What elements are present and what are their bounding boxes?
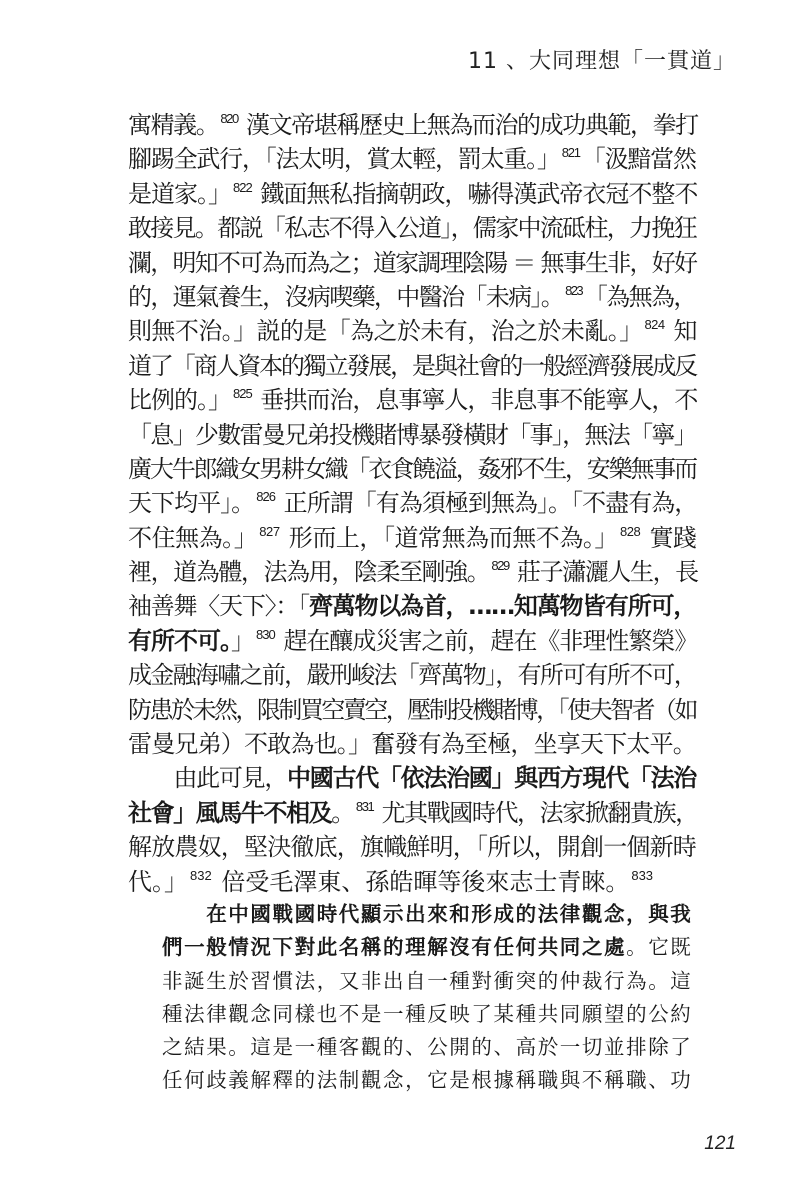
- text-run: 成金融海嘯之前，嚴刑峻法「齊萬物」，有所可有所不可，: [128, 661, 696, 690]
- text-line: [128, 624, 696, 658]
- text-run: 則無不治。」説的是「為之於未有，治之於未亂。」: [128, 317, 643, 346]
- text-line: [128, 486, 696, 520]
- text-run: 腳踢全武行，「法太明，賞太輕，罰太重。」: [128, 145, 560, 174]
- footnote-marker: 829: [491, 558, 509, 574]
- text-run: 道了「商人資本的獨立發展，是與社會的一般經濟發展成反: [128, 351, 696, 380]
- text-line: [128, 452, 696, 486]
- text-line: [128, 796, 696, 830]
- text-line: [128, 693, 696, 727]
- text-line: [128, 865, 696, 899]
- bold-text: 齊萬物以為首，……知萬物皆有所可，: [308, 592, 697, 621]
- text-line: [128, 108, 696, 142]
- footnote-marker: 832: [190, 867, 212, 883]
- text-line: [128, 211, 696, 245]
- text-line: [162, 965, 696, 998]
- text-run: 趕在釀成災害之前，趕在《非理性繁榮》: [276, 626, 698, 655]
- text-run: 形而上，「道常無為而無不為。」: [281, 523, 618, 552]
- text-line: [128, 761, 696, 795]
- text-run: 雷曼兄弟）不敢為也。」奮發有為至極，坐享天下太平。: [128, 730, 696, 759]
- text-run: 「為無為，: [583, 282, 696, 311]
- footnote-marker: 828: [619, 523, 641, 539]
- text-line: [128, 658, 696, 692]
- footnote-marker: 831: [355, 798, 374, 814]
- footnote-marker: 830: [256, 626, 275, 642]
- text-line: [128, 280, 696, 314]
- bold-text: 社會」風馬牛不相及: [128, 798, 332, 827]
- text-run: 之結果。這是一種客觀的、公開的、高於一切並排除了: [162, 1035, 693, 1060]
- text-run: 漢文帝堪稱歷史上無為而治的成功典範，拳打: [239, 111, 698, 139]
- text-line: [128, 555, 696, 589]
- text-line: [162, 931, 696, 964]
- text-run: 是道家。」: [128, 179, 231, 208]
- text-run: [162, 902, 206, 926]
- footnote-marker: 825: [233, 386, 252, 402]
- text-run: 解放農奴，堅決徹底，旗幟鮮明，「所以，開創一個新時: [128, 833, 696, 862]
- bold-text: 有所不可。: [128, 626, 231, 655]
- text-line: [128, 418, 696, 452]
- text-run: 寓精義。: [128, 111, 219, 139]
- bold-text: 中國古代「依法治國」與西方現代「法治: [287, 764, 697, 793]
- footnote-marker: 823: [565, 282, 582, 298]
- footnote-marker: 821: [561, 145, 580, 161]
- body-text: [128, 108, 696, 899]
- text-run: 莊子瀟灑人生，長: [510, 558, 698, 587]
- text-line: [128, 727, 696, 761]
- footnote-marker: 826: [256, 489, 275, 505]
- text-line: [162, 1031, 696, 1064]
- text-line: [162, 898, 696, 931]
- footnote-marker: 822: [233, 179, 252, 195]
- text-run: 防患於未然，限制買空賣空，壓制投機賭博，「使夫智者（如: [128, 695, 696, 724]
- footnote-marker: 833: [631, 867, 654, 883]
- text-run: 知: [666, 317, 697, 346]
- text-run: 由此可見，: [128, 764, 288, 793]
- text-run: 裡，道為體，法為用，陰柔至剛強。: [128, 558, 490, 587]
- page-number: 121: [704, 1133, 736, 1154]
- text-run: 。它既: [626, 935, 693, 960]
- bold-text: 在中國戰國時代顯示出來和形成的法律觀念，與我: [206, 902, 693, 926]
- text-line: [162, 1064, 696, 1097]
- text-run: 垂拱而治，息事寧人，非息事不能寧人，不: [253, 386, 698, 415]
- text-run: 天下均平」。: [128, 489, 255, 518]
- text-line: [128, 246, 696, 280]
- text-run: 比例的。」: [128, 386, 231, 415]
- text-run: 倍受毛澤東、孫皓暉等後來志士青睞。: [213, 867, 630, 896]
- footnote-marker: 820: [220, 111, 238, 126]
- text-run: 非誕生於習慣法，又非出自一種對衝突的仲裁行為。這: [162, 968, 693, 993]
- text-run: 種法律觀念同樣也不是一種反映了某種共同願望的公約: [162, 1001, 693, 1026]
- text-run: 廣大牛郎織女男耕女織「衣食饒溢，姦邪不生，安樂無事而: [128, 454, 696, 483]
- text-run: 「汲黯當然: [581, 145, 696, 174]
- text-run: 代。」: [128, 867, 188, 896]
- text-line: [128, 314, 696, 348]
- text-line: [162, 998, 696, 1031]
- text-line: [128, 177, 696, 211]
- footnote-marker: 827: [259, 523, 280, 539]
- text-run: 尤其戰國時代，法家掀翻貴族，: [375, 798, 698, 827]
- text-line: [128, 142, 696, 176]
- running-header: 11 、大同理想「一貫道」: [468, 49, 736, 74]
- text-line: [128, 589, 696, 623]
- text-line: [128, 830, 696, 864]
- text-run: 「息」少數雷曼兄弟投機賭博暴發橫財「事」，無法「寧」: [128, 420, 696, 449]
- text-run: 鐵面無私指摘朝政，嚇得漢武帝衣冠不整不: [253, 179, 698, 208]
- text-run: 敢接見。都説「私志不得入公道」，儒家中流砥柱，力挽狂: [128, 214, 696, 243]
- text-line: [128, 521, 696, 555]
- text-line: [128, 383, 696, 417]
- text-run: 袖善舞〈天下〉：「: [128, 592, 309, 621]
- text-run: 任何歧義解釋的法制觀念，它是根據稱職與不稱職、功: [162, 1068, 693, 1093]
- text-line: [128, 349, 696, 383]
- text-run: 。: [331, 798, 354, 827]
- text-run: 的，運氣養生，沒病喫藥，中醫治「未病」。: [128, 282, 564, 311]
- text-run: 不住無為。」: [128, 523, 258, 552]
- text-run: 」: [231, 626, 254, 655]
- footnote-marker: 824: [644, 317, 665, 333]
- text-run: 正所謂「有為須極到無為」。「不盡有為，: [277, 489, 698, 518]
- text-run: 瀾，明知不可為而為之；道家調理陰陽 ＝ 無事生非，好好: [128, 248, 697, 277]
- bold-text: 們一般情況下對此名稱的理解沒有任何共同之處: [162, 935, 627, 960]
- block-quote: [162, 898, 696, 1098]
- text-run: 實踐: [642, 523, 697, 552]
